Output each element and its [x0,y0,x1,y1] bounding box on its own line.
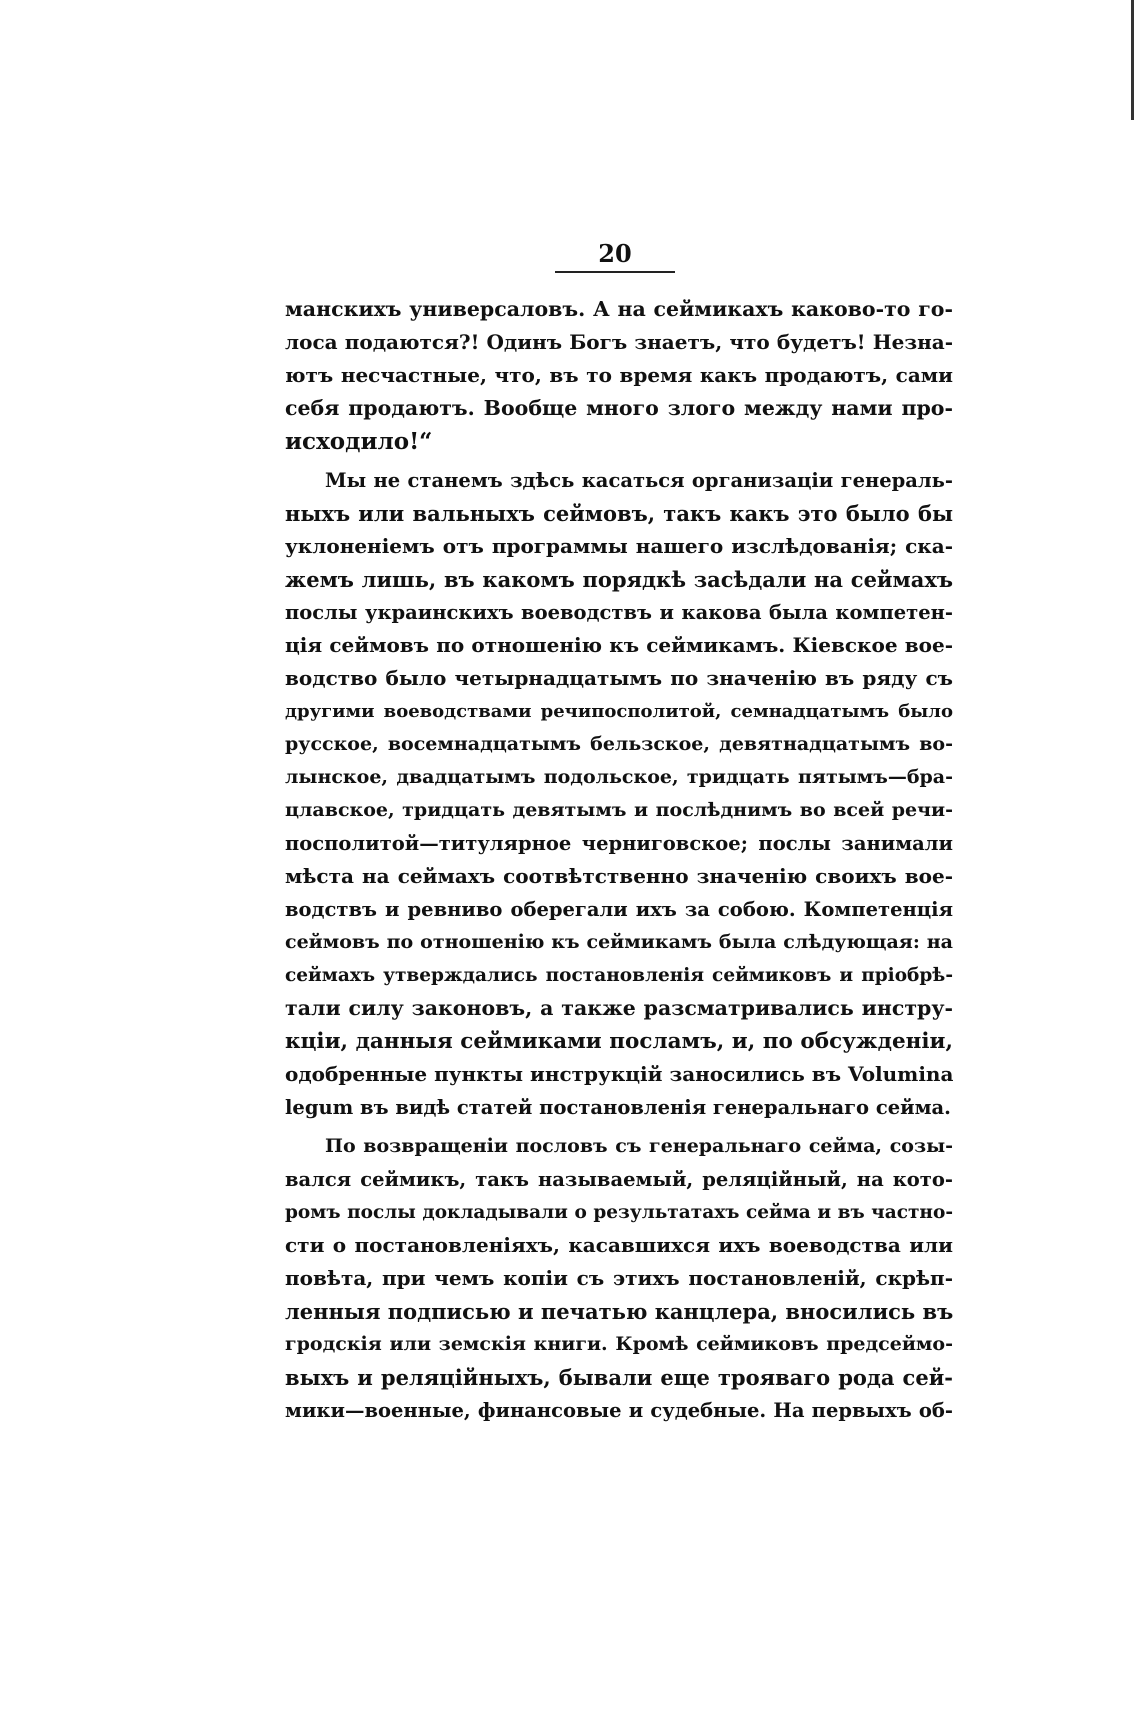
text-line: ныхъ или вальныхъ сеймовъ, такъ какъ это было бы [285,501,953,526]
text-line: русское, восемнадцатымъ бельзское, девятнадцатымъ во- [285,733,953,755]
text-line: исходило!“ [285,428,433,455]
text-line: повѣта, при чемъ копіи съ этихъ постановленій, скрѣп- [285,1266,953,1290]
text-line: сеймовъ по отношенію къ сеймикамъ была слѣдующая: на [285,931,953,953]
text-line: По возвращеніи пословъ съ генеральнаго сейма, созы- [325,1135,953,1157]
text-line: мики—военные, финансовые и судебные. На первыхъ об- [285,1399,953,1422]
text-line: одобренные пункты инструкцій заносились въ Volumina [285,1062,954,1086]
text-line: манскихъ универсаловъ. А на сеймикахъ каково-то го- [285,297,953,321]
body-text [285,293,953,1427]
text-line: гродскія или земскія книги. Кромѣ сеймиковъ предсеймо- [285,1333,953,1355]
text-line: водство было четырнадцатымъ по значенію въ ряду съ [285,666,953,690]
text-line: лоса подаются?! Одинъ Богъ знаетъ, что будетъ! Незна- [285,330,953,354]
text-line: ція сеймовъ по отношенію къ сеймикамъ. Кіевское вое- [285,633,953,657]
text-line: тали силу законовъ, а также разсматривались инстру- [285,996,953,1020]
text-line: выхъ и реляційныхъ, бывали еще трояваго рода сей- [285,1365,953,1390]
page-number: 20 [598,239,632,268]
text-line: водствъ и ревниво оберегали ихъ за собою. Компетенція [285,898,953,921]
text-line: вался сеймикъ, такъ называемый, реляційный, на кото- [285,1168,953,1191]
text-line: посполитой—титулярное черниговское; послы занимали [285,832,953,855]
text-line: ленныя подписью и печатью канцлера, вносились въ [285,1299,954,1324]
text-line: сти о постановленіяхъ, касавшихся ихъ воеводства или [285,1233,953,1257]
text-line: лынское, двадцатымъ подольское, тридцать пятымъ—бра- [285,766,953,788]
text-line: Мы не станемъ здѣсь касаться организаціи генераль- [325,469,953,492]
text-line: мѣста на сеймахъ соотвѣтственно значенію своихъ вое- [285,864,953,888]
text-line: ромъ послы докладывали о результатахъ сейма и въ частно- [285,1202,953,1223]
text-line: жемъ лишь, въ какомъ порядкѣ засѣдали на сеймахъ [285,567,953,592]
text-line: ютъ несчастные, что, въ то время какъ продаютъ, сами [285,363,953,387]
text-line: уклоненіемъ отъ программы нашего изслѣдованія; ска- [285,534,953,558]
text-line: цлавское, тридцать девятымъ и послѣднимъ во всей речи- [285,799,953,821]
page-edge-shadow [1131,0,1134,120]
text-line: кціи, данныя сеймиками посламъ, и, по обсужденіи, [285,1029,953,1054]
text-line: другими воеводствами речипосполитой, семнадцатымъ было [285,701,953,722]
text-line: себя продаютъ. Вообще много злого между нами про- [285,396,953,420]
text-line: legum въ видѣ статей постановленія генеральнаго сейма. [285,1096,951,1119]
text-line: послы украинскихъ воеводствъ и какова была компетен- [285,601,953,624]
text-line: сеймахъ утверждались постановленія сеймиковъ и пріобрѣ- [285,965,953,986]
header-rule [555,271,675,273]
